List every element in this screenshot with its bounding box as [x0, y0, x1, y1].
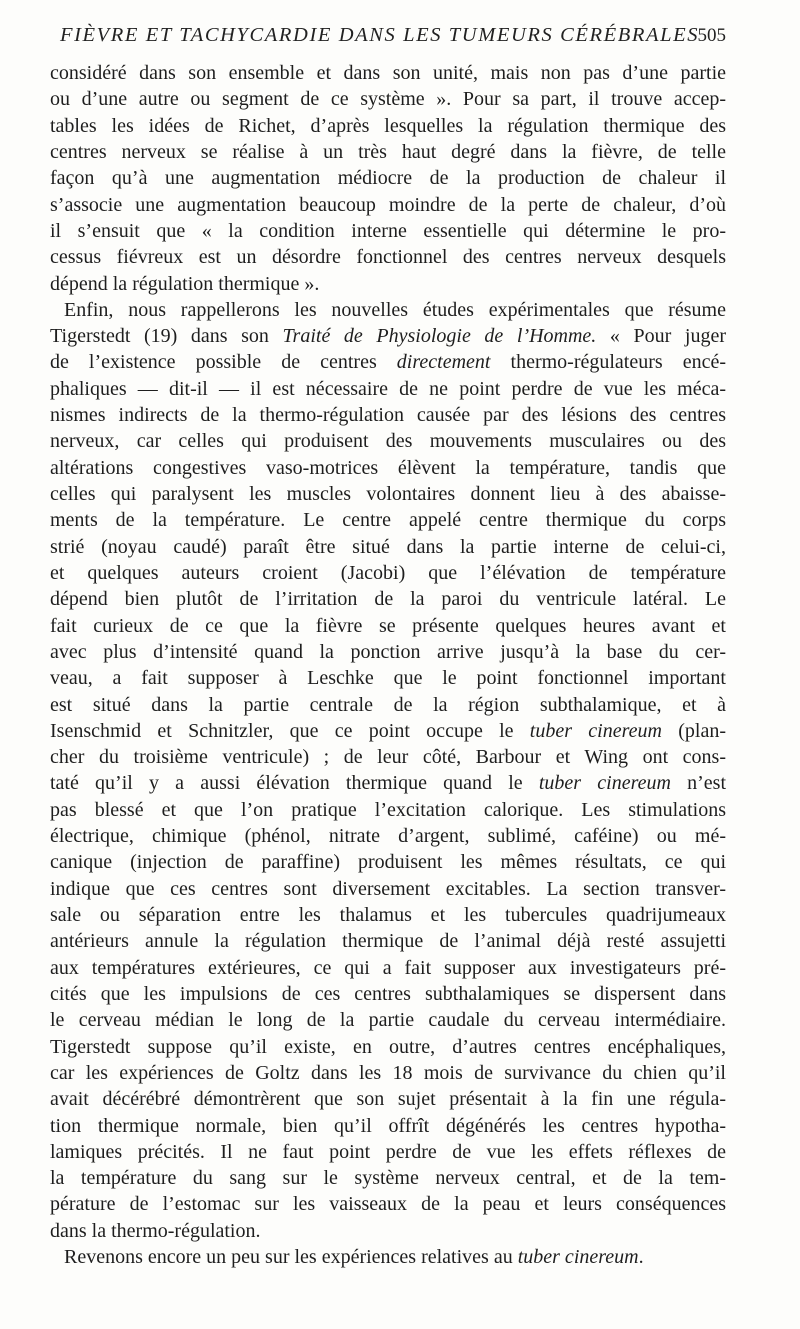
text-line: dépend bien plutôt de l’irritation de la paroi du ventricule latéral. Le: [50, 588, 726, 611]
text-line: tables les idées de Richet, d’après lesquelles la régulation thermique des: [50, 114, 726, 137]
text-line: indique que ces centres sont diversement excitables. La section transver-: [50, 877, 726, 900]
book-title-italic: Traité de Physiologie de l’Homme.: [282, 325, 597, 348]
paragraph-start-line: Revenons encore un peu sur les expériences relatives au tuber cinereum.: [64, 1246, 644, 1269]
text-line: la température du sang sur le système nerveux central, et de la tem-: [50, 1167, 726, 1190]
text-line: cher du troisième ventricule) ; de leur côté, Barbour et Wing ont cons-: [50, 746, 726, 769]
italic-emphasis: directement: [396, 351, 491, 374]
text-line: avait décérébré démontrèrent que son sujet présentait à la fin une régula-: [50, 1088, 726, 1111]
text-line: pas blessé et que l’on pratique l’excitation calorique. Les stimulations: [50, 798, 726, 821]
text-line: fait curieux de ce que la fièvre se présente quelques heures avant et: [50, 614, 726, 637]
text-line: sale ou séparation entre les thalamus et les tubercules quadrijumeaux: [50, 904, 726, 926]
text-line: est situé dans la partie centrale de la région subthalamique, et à: [50, 693, 726, 716]
text-line: Isenschmid et Schnitzler, que ce point occupe le tuber cinereum (plan-: [50, 719, 726, 742]
text-line: centres nerveux se réalise à un très haut degré dans la fièvre, de telle: [50, 140, 726, 163]
text-line: taté qu’il y a aussi élévation thermique quand le tuber cinereum n’est: [50, 772, 726, 795]
text-line: antérieurs annule la régulation thermique de l’animal déjà resté assujetti: [50, 930, 726, 953]
text-line: de l’existence possible de centres directement thermo-régulateurs encé-: [50, 351, 727, 374]
text-line: nismes indirects de la thermo-régulation causée par des lésions des centres: [50, 404, 726, 427]
text-line: phaliques — dit-il — il est nécessaire de ne point perdre de vue les méca-: [50, 377, 726, 400]
text-line: lamiques précités. Il ne faut point perdre de vue les effets réflexes de: [50, 1140, 726, 1163]
text-line: avec plus d’intensité quand la ponction arrive jusqu’à la base du cer-: [50, 640, 726, 663]
text-line: canique (injection de paraffine) produisent les mêmes résultats, ce qui: [50, 851, 726, 874]
text-line: strié (noyau caudé) paraît être situé dans la partie interne de celui-ci,: [50, 535, 726, 558]
text-line: façon qu’à une augmentation médiocre de la production de chaleur il: [50, 167, 726, 190]
text-line: celles qui paralysent les muscles volontaires donnent lieu à des abaisse-: [50, 483, 726, 505]
text-line: aux températures extérieures, ce qui a fait supposer aux investigateurs pré-: [50, 956, 726, 979]
italic-term: tuber cinereum: [538, 772, 671, 795]
page-header: [58, 22, 726, 50]
text-line: ou d’une autre ou segment de ce système ». Pour sa part, il trouve accep-: [50, 88, 726, 111]
text-line: altérations congestives vaso-motrices élèvent la température, tandis que: [50, 456, 726, 479]
text-line: car les expériences de Goltz dans les 18 mois de survivance du chien qu’il: [50, 1061, 726, 1084]
text-line: il s’ensuit que « la condition interne essentielle qui détermine le pro-: [50, 219, 726, 242]
body-text: [50, 60, 726, 1270]
text-line: considéré dans son ensemble et dans son unité, mais non pas d’une partie: [50, 62, 726, 84]
text-line: ments de la température. Le centre appelé centre thermique du corps: [50, 509, 726, 532]
running-title: FIÈVRE ET TACHYCARDIE DANS LES TUMEURS CÉRÉBRALES: [60, 24, 700, 46]
text-line: Tigerstedt suppose qu’il existe, en outre, d’autres centres encéphaliques,: [50, 1035, 726, 1058]
text-line: le cerveau médian le long de la partie caudale du cerveau intermédiaire.: [50, 1009, 726, 1032]
text-line: cités que les impulsions de ces centres subthalamiques se dispersent dans: [50, 982, 726, 1005]
italic-term: tuber cinereum: [517, 1246, 639, 1269]
paragraph-start-line: Enfin, nous rappellerons les nouvelles études expérimentales que résume: [64, 298, 726, 321]
text-line: veau, a fait supposer à Leschke que le point fonctionnel important: [50, 667, 726, 690]
text-line: nerveux, car celles qui produisent des mouvements musculaires ou des: [50, 430, 726, 453]
page-number: 505: [697, 25, 726, 46]
paragraph-end-line: dépend la régulation thermique ».: [50, 272, 320, 295]
text-line: et quelques auteurs croient (Jacobi) que l’élévation de température: [50, 561, 726, 584]
italic-term: tuber cinereum: [529, 719, 662, 742]
text-line: Tigerstedt (19) dans son Traité de Physiologie de l’Homme. « Pour juger: [50, 325, 726, 348]
text-line: cessus fiévreux est un désordre fonctionnel des centres nerveux desquels: [50, 246, 726, 269]
text-line: tion thermique normale, bien qu’il offrît dégénérés les centres hypotha-: [50, 1114, 726, 1137]
text-line: électrique, chimique (phénol, nitrate d’argent, sublimé, caféine) ou mé-: [50, 825, 726, 848]
paragraph-end-line: dans la thermo-régulation.: [50, 1219, 261, 1242]
text-line: s’associe une augmentation beaucoup moindre de la perte de chaleur, d’où: [50, 193, 726, 216]
text-line: pérature de l’estomac sur les vaisseaux de la peau et leurs conséquences: [50, 1193, 726, 1216]
